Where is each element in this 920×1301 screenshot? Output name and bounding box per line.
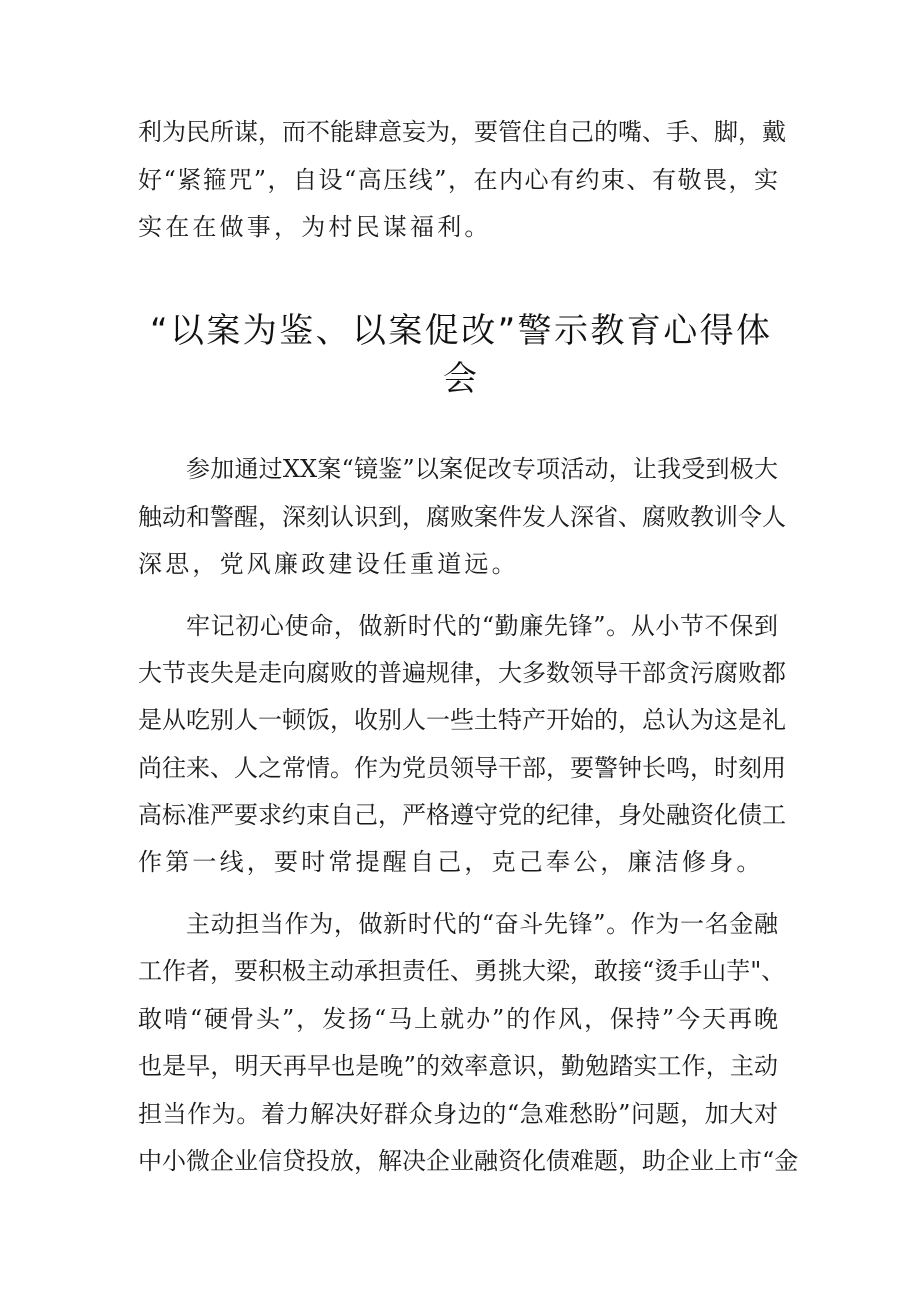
text-line: 尚往来、人之常情。作为党员领导干部，要警钟长鸣，时刻用 bbox=[138, 754, 786, 782]
text-line: 触动和警醒，深刻认识到，腐败案件发人深省、腐败教训令人 bbox=[138, 503, 786, 531]
heading-line: “以案为鉴、以案促改”警示教育心得体 bbox=[150, 311, 770, 351]
text-line: 参加通过XX案“镜鉴”以案促改专项活动，让我受到极大 bbox=[186, 455, 778, 483]
text-line: 利为民所谋，而不能肆意妄为，要管住自己的嘴、手、脚，戴 bbox=[138, 118, 786, 146]
text-line: 高标准严要求约束自己，严格遵守党的纪律，身处融资化债工 bbox=[138, 801, 786, 829]
text-line: 主动担当作为，做新时代的“奋斗先锋”。作为一名金融 bbox=[186, 910, 778, 938]
text-line: 大节丧失是走向腐败的普遍规律，大多数领导干部贪污腐败都 bbox=[138, 659, 786, 687]
text-line: 担当作为。着力解决好群众身边的“急难愁盼”问题，加大对 bbox=[138, 1100, 778, 1128]
text-line: 牢记初心使命，做新时代的“勤廉先锋”。从小节不保到 bbox=[186, 612, 778, 640]
text-line: 实在在做事，为村民谋福利。 bbox=[138, 213, 492, 241]
text-line: 也是早，明天再早也是晚”的效率意识，勤勉踏实工作，主动 bbox=[138, 1052, 778, 1080]
text-line: 作第一线，要时常提醒自己，克己奉公，廉洁修身。 bbox=[138, 848, 764, 876]
text-line: 好“紧箍咒”，自设“高压线”，在内心有约束、有敬畏，实 bbox=[138, 166, 778, 194]
text-line: 中小微企业信贷投放，解决企业融资化债难题，助企业上市“金 bbox=[138, 1147, 799, 1175]
text-line: 敢啃“硬骨头”，发扬“马上就办”的作风，保持”今天再晚 bbox=[138, 1005, 778, 1033]
text-line: 深思，党风廉政建设任重道远。 bbox=[138, 550, 519, 578]
heading-line: 会 bbox=[443, 359, 477, 399]
text-line: 工作者，要积极主动承担责任、勇挑大梁，敢接“烫手山芋"、 bbox=[138, 957, 786, 985]
text-line: 是从吃别人一顿饭，收别人一些土特产开始的，总认为这是礼 bbox=[138, 706, 786, 734]
